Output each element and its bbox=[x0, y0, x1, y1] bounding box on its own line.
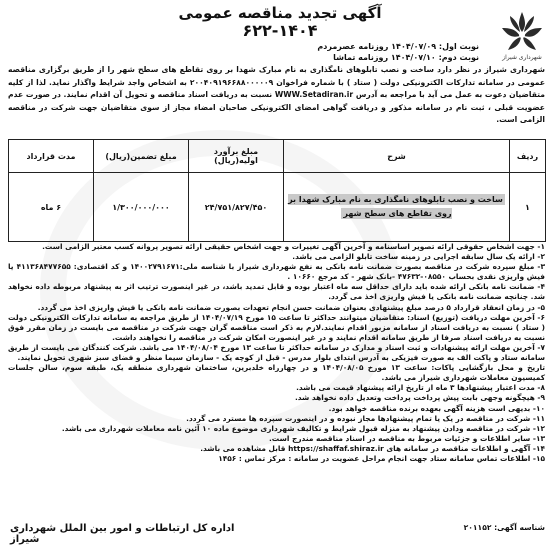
condition-item: ۱- جهت اشخاص حقوقی ارائه تصویر اساسنامه و آخرین آگهی تغییرات و جهت اشخاص حقیقی ارائه تصویر پروانه کسب معتبر الزامی است. bbox=[42, 242, 545, 251]
condition-item: ۱۱- شرکت در مناقصه در یک یا تمام پیشنهادها مجاز نبوده و در اینصورت سپرده ها مسترد می گردد. bbox=[186, 413, 545, 423]
tender-table bbox=[8, 139, 546, 242]
condition-item: ۱۲- شرکت در مناقصه ودادن پیشنهاد به منزله قبول شرایط و تکالیف شهرداری موضوع ماده ۱۰ آئین نامه معاملات شهرداری می باشد. bbox=[61, 423, 545, 433]
condition-item: ۱۴- آگهی و اطلاعات مناقصه در سامانه های https://shaffaf.shiraz.ir قابل مشاهده می باشد. bbox=[200, 443, 545, 453]
footer-signature: اداره کل ارتباطات و امور بین الملل شهرداری شیراز bbox=[10, 523, 235, 545]
notice-id: شناسه آگهی: ۲۰۱۱۵۲ bbox=[463, 523, 545, 532]
intro-paragraph: شهرداری شیراز در نظر دارد ساخت و نصب تابلوهای نامگذاری به نام مبارک شهدا بر روی تقاطع های سطح شهر را از طریق برگزاری مناقصه عمومی در سامانه تدارکات الکترونیکی دولت ( ستاد ) با شماره فراخوان ۲۰۰۴۰۹۱۹۶۶۸۸۰۰۰۰۰۹ به اشخاص واجد شرایط واگذار نماید. لذا از کلیه متقاضیان دعوت به عمل می آید با مراجعه به آدرس WWW.Setadiran.ir نسبت به دریافت اسناد مناقصه و تحویل آن اقدام نمایند. در صورت عدم عضویت قبلی ، ثبت نام در سامانه مذکور و دریافت گواهی امضای الکترونیکی صاحبان امضاء مجاز از سوی متقاضیان جهت شرکت در مناقصه الزامی است. bbox=[8, 65, 546, 124]
header-estimate: مبلغ برآورد اولیه(ریال) bbox=[189, 140, 284, 173]
condition-item: ۴- ضمانت نامه بانکی ارائه شده باید دارای حداقل سه ماه اعتبار بوده و قابل تمدید باشد، در غیر اینصورت ترتیب اثر به پیشنهاد مربوطه داده نخواهد شد. چنانچه ضمانت نامه بانکی یا فیش واریزی اخذ می گردد. bbox=[8, 282, 545, 302]
notice-title: آگهی تجدید مناقصه عمومی bbox=[178, 4, 382, 22]
conditions-list bbox=[8, 242, 545, 464]
cell-guarantee: ۱/۳۰۰/۰۰۰/۰۰۰ bbox=[94, 173, 189, 242]
cell-estimate: ۲۴/۷۵۱/۸۲۷/۴۵۰ bbox=[189, 173, 284, 242]
shiraz-municipality-logo bbox=[496, 8, 548, 60]
logo-caption: شهرداری شیراز bbox=[502, 54, 542, 61]
condition-item: ۱۰- بدیهی است هزینه آگهی بعهده برنده مناقصه خواهد بود. bbox=[328, 403, 545, 413]
condition-item: تاریخ و محل بازگشایی پاکات: ساعت ۱۳ مورخ ۱۴۰۴/۰۸/۰۵ و در چهارراه خلدبرین، ساختمان شهرداری منطقه یک، طبقه سوم، سالن جلسات کمیسیون معاملات شهرداری شیراز می باشد. bbox=[8, 363, 546, 383]
condition-item: ۷- آخرین مهلت ارائه پیشنهادات و ثبت اسناد و مدارک در سامانه حداکثر تا ساعت ۱۳ مورخ ۱۴۰۴/۰۸/۰۴ می باشد. شرکت کنندگان می بایست از طریق سامانه ستاد و پاکت الف به صورت فیزیکی به آدرس ابتدای بلوار مدرس - قبل از کوچه یک - سازمان سیما منظر و فضای سبز شهری تحویل نمایند. bbox=[8, 342, 545, 363]
first-publication: نوبت اول: ۱۴۰۴/۰۷/۰۹ روزنامه عصرمردم bbox=[317, 42, 479, 51]
condition-item: ۲- ارائه یک سال سابقه اجرایی در زمینه ساخت تابلو الزامی می باشد. bbox=[292, 252, 545, 262]
condition-item: ۱۵- اطلاعات تماس سامانه ستاد جهت انجام مراحل عضویت در سامانه : مرکز تماس : ۱۴۵۶ bbox=[218, 453, 545, 463]
condition-item: ۳- مبلغ سپرده شرکت در مناقصه بصورت ضمانت نامه بانکی به نفع شهرداری شیراز با شناسه ملی:۱۴۰۰۲۷۹۱۶۷۱ و کد اقتصادی: ۴۱۱۳۶۸۴۷۷۶۵۵ یا فیش واریزی نقدی بحساب ۰۸۵۵۰-۴۷۶۳۲ -بانک شهر - کد مرجع ۱۰۶۶۰ . bbox=[8, 262, 546, 282]
table-row bbox=[9, 173, 546, 242]
header-guarantee: مبلغ تضمین(ریال) bbox=[94, 140, 189, 173]
condition-item: ۹- هیچگونه وجهی بابت پیش پرداخت پرداخت وتعدیل داده نخواهد شد. bbox=[294, 393, 545, 403]
cell-description bbox=[284, 173, 510, 242]
condition-item: ۵- در زمان انعقاد قرارداد ۵ درصد مبلغ پیشنهادی بعنوان ضمانت حسن انجام تعهدات بصورت ضمانت نامه بانکی یا فیش واریزی اخذ می گردد. bbox=[37, 302, 545, 312]
cell-row-number: ۱ bbox=[510, 173, 546, 242]
condition-item: ۸- مدت اعتبار پیشنهادها ۳ ماه از تاریخ ارائه پیشنهاد قیمت می باشد. bbox=[296, 383, 545, 393]
condition-item: ۶- آخرین مهلت دریافت (توزیع) اسناد: متقاضیان میتوانند حداکثر تا ساعت ۱۵ مورخ ۱۴۰۴/۰۷/۱۹ از طریق مراجعه به سامانه تدارکات الکترونیکی دولت ( ستاد ) نسبت به دریافت اسناد از سامانه مزبور اقدام نمایند.لازم به ذکر است مناقصه گران جهت شرکت در مناقصه می بایست در زمان مقرر فوق نسبت به دریافت اسناد صرفا از طریق سامانه اقدام نمایند و در غیر اینصورت امکان شرکت در مناقصه را نخواهند داشت. bbox=[8, 312, 546, 342]
notice-number: ۶۲۲-۱۴۰۴ bbox=[242, 21, 318, 40]
header-description: شرح bbox=[284, 140, 510, 173]
table-header-row bbox=[9, 140, 546, 173]
cell-duration: ۶ ماه bbox=[9, 173, 94, 242]
header-duration: مدت قرارداد bbox=[9, 140, 94, 173]
header-row-number: ردیف bbox=[510, 140, 546, 173]
description-text: ساخت و نصب تابلوهای نامگذاری به نام مبارک شهدا بر روی تقاطع های سطح شهر bbox=[288, 195, 503, 218]
second-publication: نوبت دوم: ۱۴۰۴/۰۷/۱۰ روزنامه تماشا bbox=[333, 53, 479, 62]
condition-item: ۱۳- سایر اطلاعات و جزئیات مربوط به مناقصه در اسناد مناقصه مندرج است. bbox=[268, 433, 545, 443]
